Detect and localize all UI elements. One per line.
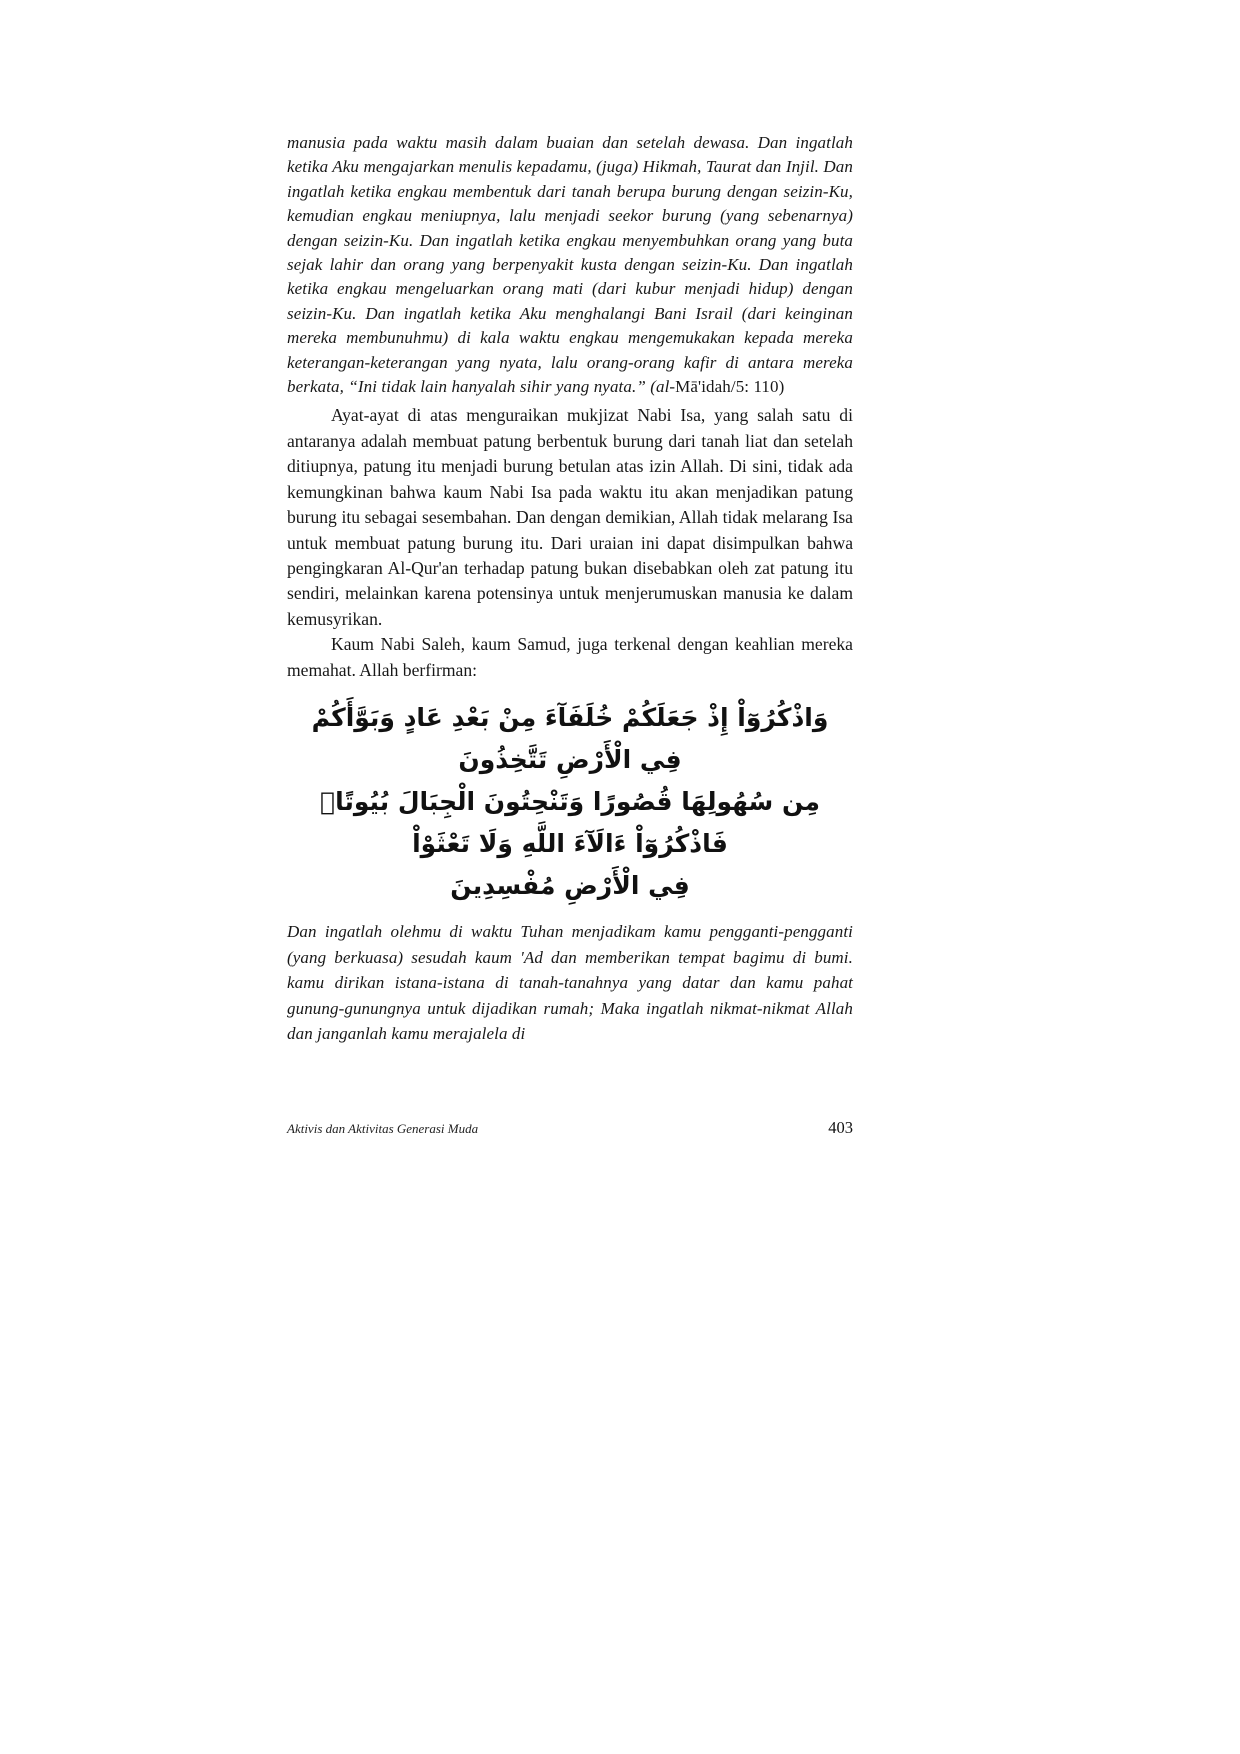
quote-citation: Mā'idah/5: 110) [675,377,785,397]
arabic-verse-block [287,697,853,907]
paragraph-mukjizat-nabi-isa: Ayat-ayat di atas menguraikan mukjizat Nabi Isa, yang salah satu di antaranya adalah membuat patung berbentuk burung dari tanah liat dan setelah ditiupnya, patung itu menjadi burung betulan atas izin Allah. Di sini, tidak ada kemungkinan bahwa kaum Nabi Isa pada waktu itu akan menjadikan patung burung itu sebagai sesembahan. Dan dengan demikian, Allah tidak melarang Isa untuk membuat patung burung itu. Dari uraian ini dapat disimpulkan bahwa pengingkaran Al-Qur'an terhadap patung bukan disebabkan oleh zat patung itu sendiri, melainkan karena potensinya untuk menjerumuskan manusia ke dalam kemusyrikan. [287,405,853,629]
arabic-verse-line: فِي الْأَرْضِ مُفْسِدِينَ [450,870,690,900]
page-content [287,131,853,1047]
footer-book-title: Aktivis dan Aktivitas Generasi Muda [287,1121,479,1136]
quran-translation-quote [287,131,853,399]
verse-translation: Dan ingatlah olehmu di waktu Tuhan menjadikam kamu pengganti-pengganti (yang berkuasa) sesudah kaum 'Ad dan memberikan tempat bagimu di bumi. kamu dirikan istana-istana di tanah-tanahnya yang datar dan kamu pahat gunung-gunungnya untuk dijadikan rumah; Maka ingatlah nikmat-nikmat Allah dan janganlah kamu merajalela di [287,921,853,1044]
arabic-verse-line: وَاذْكُرُوٓاْ إِذْ جَعَلَكُمْ خُلَفَآءَ مِنْ بَعْدِ عَادٍ وَبَوَّأَكُمْ فِي الْأَرْضِ تَتَّخِذُونَ [311,702,829,774]
page-footer [287,1118,853,1138]
paragraph-kaum-nabi-saleh: Kaum Nabi Saleh, kaum Samud, juga terkenal dengan keahlian mereka memahat. Allah berfirman: [287,634,853,680]
footer-page-number: 403 [828,1118,853,1137]
arabic-verse-line: مِن سُهُولِهَا قُصُورًا وَتَنْحِتُونَ الْجِبَالَ بُيُوتًاۖ فَاذْكُرُوٓاْ ءَالَآءَ اللَّهِ وَلَا تَعْثَوْاْ [320,786,820,858]
quote-italic-text: manusia pada waktu masih dalam buaian dan setelah dewasa. Dan ingatlah ketika Aku mengajarkan menulis kepadamu, (juga) Hikmah, Taurat dan Injil. Dan ingatlah ketika engkau membentuk dari tanah berupa burung dengan seizin-Ku, kemudian engkau meniupnya, lalu menjadi seekor burung (yang sebenarnya) dengan seizin-Ku. Dan ingatlah ketika engkau menyembuhkan orang yang buta sejak lahir dan orang yang berpenyakit kusta dengan seizin-Ku. Dan ingatlah ketika engkau mengeluarkan orang mati (dari kubur menjadi hidup) dengan seizin-Ku. Dan ingatlah ketika Aku menghalangi Bani Israil (dari keinginan mereka membunuhmu) di kala waktu engkau mengemukakan kepada mereka keterangan-keterangan yang nyata, lalu orang-orang kafir di antara mereka berkata, “Ini tidak lain hanyalah sihir yang nyata.” (al- [287,133,853,397]
